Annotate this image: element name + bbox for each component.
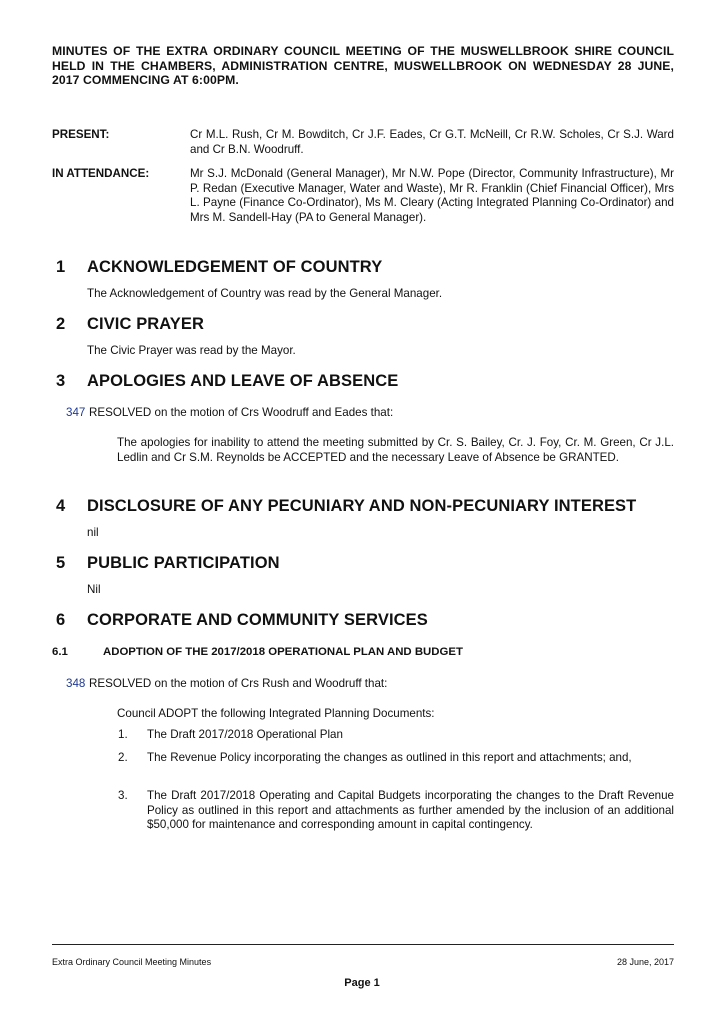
resolution-347-number: 347 xyxy=(66,406,86,419)
list-item-1-number: 1. xyxy=(118,728,128,741)
section-1-title: ACKNOWLEDGEMENT OF COUNTRY xyxy=(87,258,383,276)
footer-date: 28 June, 2017 xyxy=(616,957,674,967)
resolution-347-text: RESOLVED on the motion of Crs Woodruff and Eades that: xyxy=(89,406,394,419)
list-item-2-number: 2. xyxy=(118,751,128,764)
resolution-348-number: 348 xyxy=(66,677,86,690)
section-2-body: The Civic Prayer was read by the Mayor. xyxy=(87,344,296,357)
page-number: Page 1 xyxy=(344,977,380,989)
footer-document-name: Extra Ordinary Council Meeting Minutes xyxy=(52,957,212,967)
list-item-3-number: 3. xyxy=(118,789,128,802)
list-item-2-text: The Revenue Policy incorporating the changes as outlined in this report and attachments; and, xyxy=(147,751,632,764)
section-3-number: 3 xyxy=(56,372,66,390)
resolution-348-intro: Council ADOPT the following Integrated Planning Documents: xyxy=(117,707,435,720)
section-6-title: CORPORATE AND COMMUNITY SERVICES xyxy=(87,611,428,629)
section-4-title: DISCLOSURE OF ANY PECUNIARY AND NON-PECUNIARY INTEREST xyxy=(87,497,637,515)
attendance-text: Mr S.J. McDonald (General Manager), Mr N.W. Pope (Director, Community Infrastructure), Mr P. Redan (Executive Manager, Water and Waste), Mr R. Franklin (Chief Financial Officer), Mrs L. Payne (Finance Co-Ordinator), Ms M. Cleary (Acting Integrated Planning Co-Ordinator) and Mrs M. Sandell-Hay (PA to General Manager). xyxy=(190,167,674,224)
resolution-348-text: RESOLVED on the motion of Crs Rush and Woodruff that: xyxy=(89,677,388,690)
section-5-title: PUBLIC PARTICIPATION xyxy=(87,554,280,572)
attendance-label: IN ATTENDANCE: xyxy=(52,167,150,180)
section-5-body: Nil xyxy=(87,583,101,596)
present-text: Cr M.L. Rush, Cr M. Bowditch, Cr J.F. Eades, Cr G.T. McNeill, Cr R.W. Scholes, Cr S.J. Ward and Cr B.N. Woodruff. xyxy=(190,128,674,156)
document-heading: MINUTES OF THE EXTRA ORDINARY COUNCIL MEETING OF THE MUSWELLBROOK SHIRE COUNCIL HELD IN THE CHAMBERS, ADMINISTRATION CENTRE, MUSWELLBROOK ON WEDNESDAY 28 JUNE, 2017 COMMENCING AT 6:00PM. xyxy=(52,44,674,87)
subsection-6-1-title: ADOPTION OF THE 2017/2018 OPERATIONAL PLAN AND BUDGET xyxy=(103,646,463,658)
list-item-3-text: The Draft 2017/2018 Operating and Capital Budgets incorporating the changes to the Draft Revenue Policy as outlined in this report and attachments as further amended by the inclusion of an additional $50,000 for maintenance and corresponding amount in capital contingency. xyxy=(147,789,674,832)
section-1-number: 1 xyxy=(56,258,66,276)
section-4-number: 4 xyxy=(56,497,66,515)
section-6-number: 6 xyxy=(56,611,66,629)
subsection-6-1-number: 6.1 xyxy=(52,646,68,658)
footer-divider xyxy=(52,944,674,945)
present-label: PRESENT: xyxy=(52,128,110,141)
section-4-body: nil xyxy=(87,526,99,539)
section-1-body: The Acknowledgement of Country was read by the General Manager. xyxy=(87,287,443,300)
section-5-number: 5 xyxy=(56,554,66,572)
list-item-1-text: The Draft 2017/2018 Operational Plan xyxy=(147,728,343,741)
resolution-347-paragraph: The apologies for inability to attend the meeting submitted by Cr. S. Bailey, Cr. J. Foy, Cr. M. Green, Cr J.L. Ledlin and Cr S.M. Reynolds be ACCEPTED and the necessary Leave of Absence be GRANTED. xyxy=(117,436,674,464)
section-2-number: 2 xyxy=(56,315,66,333)
section-3-title: APOLOGIES AND LEAVE OF ABSENCE xyxy=(87,372,399,390)
section-2-title: CIVIC PRAYER xyxy=(87,315,205,333)
